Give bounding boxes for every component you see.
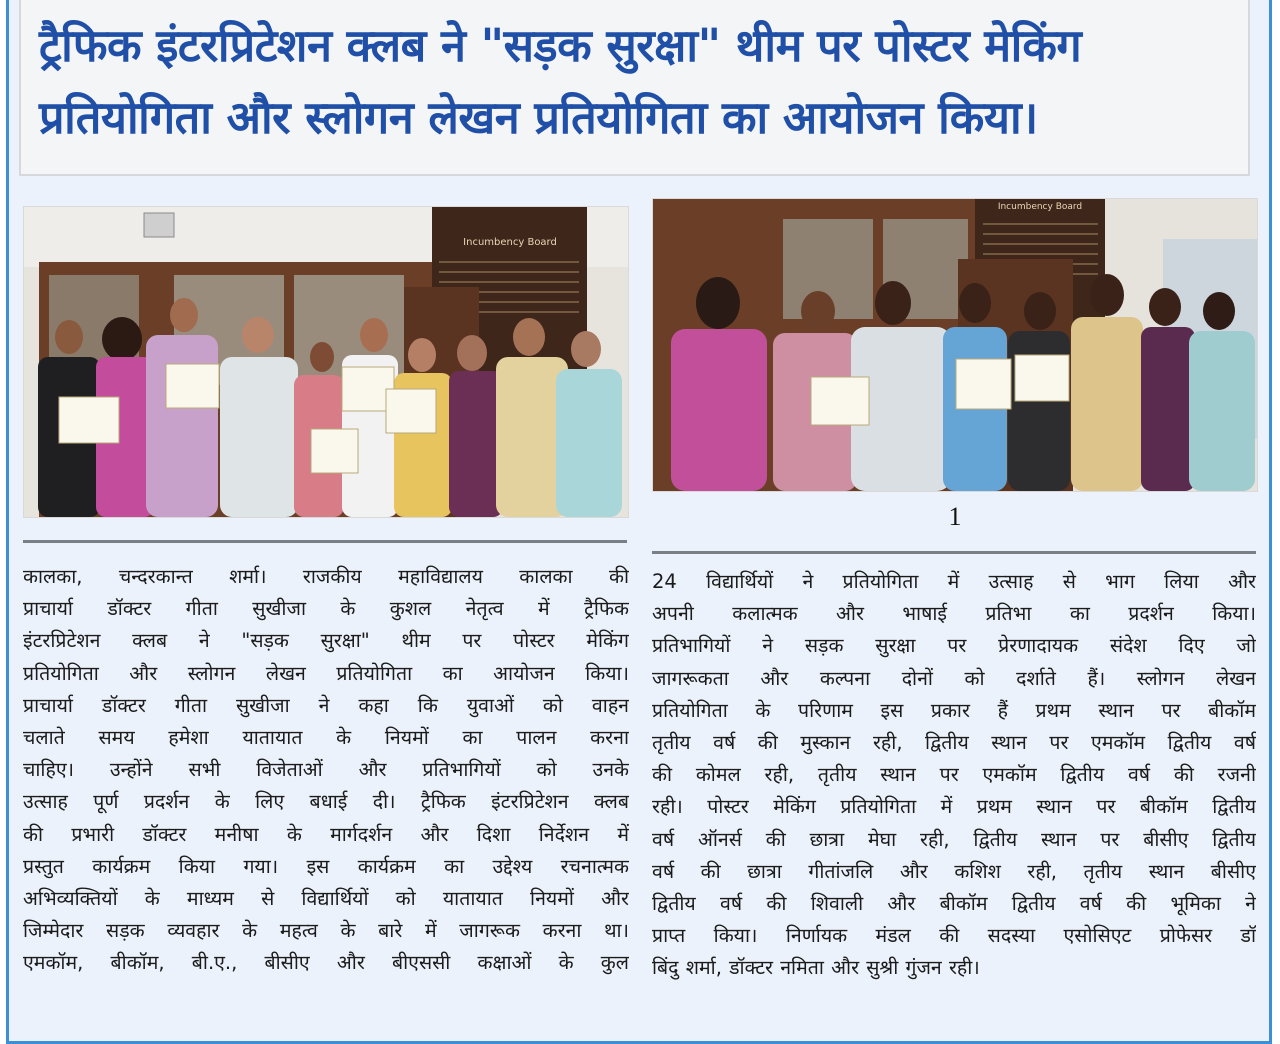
- article-column-left: [23, 561, 629, 980]
- article-line: प्रतियोगिता और स्लोगन लेखन प्रतियोगिता का आयोजन किया।: [23, 661, 629, 685]
- headline-box: [19, 0, 1250, 176]
- article-line: प्रस्तुत कार्यक्रम किया गया। इस कार्यक्रम का उद्देश्य रचनात्मक: [23, 854, 629, 878]
- photo-group-2-image: [653, 199, 1257, 491]
- article-line: प्राचार्या डॉक्टर गीता सुखीजा ने कहा कि युवाओं को वाहन: [23, 693, 629, 717]
- photo-number: 1: [948, 502, 962, 531]
- article-line: प्राप्त किया। निर्णायक मंडल की सदस्या एसोसिएट प्रोफेसर डॉ: [652, 924, 1256, 948]
- column-divider-rule-left: [23, 540, 627, 543]
- article-line: इंटरप्रिटेशन क्लब ने "सड़क सुरक्षा" थीम पर पोस्टर मेकिंग: [23, 629, 629, 653]
- article-line: 24 विद्यार्थियों ने प्रतियोगिता में उत्साह से भाग लिया और: [652, 570, 1256, 593]
- article-line: जागरूकता और कल्पना दोनों को दर्शाते हैं। स्लोगन लेखन: [652, 666, 1256, 690]
- article-line: प्रतियोगिता के परिणाम इस प्रकार हैं प्रथम स्थान पर बीकॉम: [652, 698, 1256, 722]
- photo-group-1-image: [24, 207, 628, 517]
- article-line: प्रतिभागियों ने सड़क सुरक्षा पर प्रेरणादायक संदेश दिए जो: [652, 634, 1256, 658]
- headline-line-1: ट्रैफिक इंटरप्रिटेशन क्लब ने "सड़क सुरक्षा" थीम पर पोस्टर मेकिंग: [39, 19, 1082, 72]
- article-line: अभिव्यक्तियों के माध्यम से विद्यार्थियों को यातायात नियमों और: [23, 887, 629, 911]
- article-line: की कोमल रही, तृतीय स्थान पर एमकॉम द्वितीय वर्ष की रजनी: [652, 763, 1256, 787]
- article-line: जिम्मेदार सड़क व्यवहार के महत्व के बारे में जागरूक करना था।: [23, 919, 629, 943]
- column-divider-rule-right: [652, 551, 1256, 554]
- article-line: अपनी कलात्मक और भाषाई प्रतिभा का प्रदर्शन किया।: [652, 602, 1256, 626]
- article-line: उत्साह पूर्ण प्रदर्शन के लिए बधाई दी। ट्रैफिक इंटरप्रिटेशन क्लब: [23, 790, 629, 814]
- incumbency-board-text-2: Incumbency Board: [997, 202, 1083, 212]
- article-line: द्वितीय वर्ष की शिवाली और बीकॉम द्वितीय वर्ष की भूमिका ने: [652, 892, 1256, 916]
- article-line: प्राचार्या डॉक्टर गीता सुखीजा के कुशल नेतृत्व में ट्रैफिक: [23, 597, 629, 621]
- incumbency-board-text: Incumbency Board: [463, 237, 557, 248]
- article-line: कालका, चन्दरकान्त शर्मा। राजकीय महाविद्यालय कालका की: [23, 565, 629, 588]
- headline-line-2: प्रतियोगिता और स्लोगन लेखन प्रतियोगिता का आयोजन किया।: [39, 91, 1038, 144]
- article-line: बिंदु शर्मा, डॉक्टर नमिता और सुश्री गुंजन रही।: [652, 956, 980, 980]
- photo-group-2: [652, 198, 1258, 492]
- article-line: चलाते समय हमेशा यातायात के नियमों का पालन करना: [23, 726, 629, 750]
- article-line: रही। पोस्टर मेकिंग प्रतियोगिता में प्रथम स्थान पर बीकॉम द्वितीय: [652, 795, 1256, 819]
- photo-group-1: [23, 206, 629, 518]
- article-line: वर्ष ऑनर्स की छात्रा मेघा रही, द्वितीय स्थान पर बीसीए द्वितीय: [652, 827, 1256, 851]
- article-column-right: [652, 566, 1256, 985]
- article-line: वर्ष की छात्रा गीतांजलि और कशिश रही, तृतीय स्थान बीसीए: [652, 859, 1256, 883]
- headline: [39, 10, 1239, 154]
- article-line: तृतीय वर्ष की मुस्कान रही, द्वितीय स्थान पर एमकॉम द्वितीय वर्ष: [652, 731, 1256, 755]
- article-line: की प्रभारी डॉक्टर मनीषा के मार्गदर्शन और दिशा निर्देशन में: [23, 822, 629, 846]
- article-line: एमकॉम, बीकॉम, बी.ए., बीसीए और बीएससी कक्षाओं के कुल: [23, 951, 629, 975]
- article-line: चाहिए। उन्होंने सभी विजेताओं और प्रतिभागियों को उनके: [23, 758, 629, 782]
